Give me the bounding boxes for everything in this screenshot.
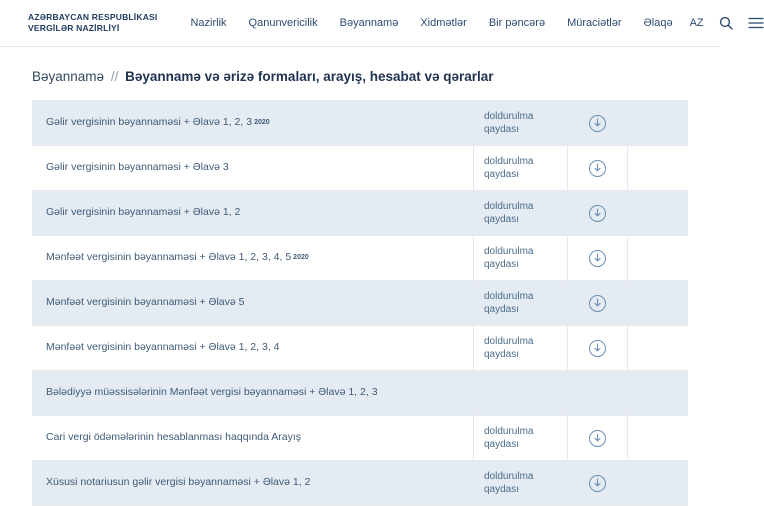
table-row[interactable]	[32, 191, 688, 236]
header-actions	[684, 15, 764, 31]
fill-rule-cell[interactable]: doldurulma qaydası	[474, 101, 568, 145]
fill-rule-cell[interactable]: doldurulma qaydası	[474, 191, 568, 235]
form-name-cell[interactable]	[32, 461, 474, 505]
brand-line-1: AZƏRBAYCAN RESPUBLİKASI	[28, 11, 158, 22]
fill-rule-cell[interactable]: doldurulma qaydası	[474, 236, 568, 280]
form-name-label: Mənfəət vergisinin bəyannaməsi + Əlavə 5	[46, 296, 245, 309]
fill-rule-cell[interactable]: doldurulma qaydası	[474, 281, 568, 325]
download-cell[interactable]	[568, 416, 628, 460]
table-row[interactable]	[32, 416, 688, 461]
form-name-cell[interactable]	[32, 236, 474, 280]
form-name-cell[interactable]	[32, 371, 474, 415]
table-row[interactable]	[32, 326, 688, 371]
spacer-cell	[628, 191, 688, 235]
nav-item-beyanname[interactable]: Bəyannamə	[339, 17, 399, 29]
spacer-cell	[628, 236, 688, 280]
table-row[interactable]	[32, 281, 688, 326]
form-name-cell[interactable]	[32, 281, 474, 325]
form-name-label: Mənfəət vergisinin bəyannaməsi + Əlavə 1, 2, 3, 4	[46, 341, 280, 354]
main-navigation	[179, 17, 683, 29]
download-cell[interactable]	[568, 461, 628, 505]
spacer-cell	[628, 326, 688, 370]
nav-item-bir-pencere[interactable]: Bir pəncərə	[488, 17, 546, 29]
site-brand[interactable]	[28, 12, 157, 35]
form-year-sup: 2020	[293, 254, 309, 262]
download-icon[interactable]	[589, 295, 606, 312]
form-name-label: Gəlir vergisinin bəyannaməsi + Əlavə 1, 2, 3	[46, 116, 253, 129]
spacer-cell	[628, 461, 688, 505]
nav-item-elaqe[interactable]: Əlaqə	[643, 17, 673, 29]
download-cell[interactable]	[568, 191, 628, 235]
download-icon[interactable]	[589, 430, 606, 447]
download-cell[interactable]	[568, 146, 628, 190]
nav-item-xidmetler[interactable]: Xidmətlər	[420, 17, 467, 29]
language-switcher[interactable]: AZ	[689, 17, 704, 29]
form-name-cell[interactable]	[32, 191, 474, 235]
form-name-label: Bələdiyyə müəssisələrinin Mənfəət vergisi bəyannaməsi + Əlavə 1, 2, 3	[46, 386, 378, 399]
form-name-cell[interactable]	[32, 326, 474, 370]
fill-rule-cell[interactable]: doldurulma qaydası	[474, 326, 568, 370]
download-cell[interactable]	[568, 236, 628, 280]
fill-rule-cell[interactable]: doldurulma qaydası	[474, 416, 568, 460]
table-row[interactable]	[32, 236, 688, 281]
download-icon[interactable]	[589, 115, 606, 132]
search-icon[interactable]	[718, 15, 734, 31]
form-name-cell[interactable]	[32, 101, 474, 145]
download-icon[interactable]	[589, 205, 606, 222]
form-name-label: Gəlir vergisinin bəyannaməsi + Əlavə 1, 2	[46, 206, 241, 219]
spacer-cell	[628, 371, 688, 415]
nav-item-nazirlik[interactable]: Nazirlik	[190, 17, 227, 29]
fill-rule-cell	[474, 371, 568, 415]
download-cell[interactable]	[568, 281, 628, 325]
fill-rule-cell[interactable]: doldurulma qaydası	[474, 461, 568, 505]
forms-table	[32, 100, 688, 506]
form-year-sup: 2020	[254, 119, 270, 127]
site-header	[0, 0, 720, 47]
form-name-label: Xüsusi notariusun gəlir vergisi bəyannaməsi + Əlavə 1, 2	[46, 476, 311, 489]
download-icon[interactable]	[589, 475, 606, 492]
breadcrumb-separator: //	[110, 69, 119, 84]
form-name-cell[interactable]	[32, 416, 474, 460]
download-icon[interactable]	[589, 250, 606, 267]
table-row[interactable]	[32, 461, 688, 506]
brand-line-2: VERGİLƏR NAZİRLİYİ	[28, 23, 120, 33]
form-name-label: Gəlir vergisinin bəyannaməsi + Əlavə 3	[46, 161, 229, 174]
page-title: Bəyannamə və ərizə formaları, arayış, hesabat və qərarlar	[125, 69, 494, 84]
hamburger-menu-icon[interactable]	[748, 15, 764, 31]
table-row[interactable]	[32, 101, 688, 146]
table-row[interactable]	[32, 371, 688, 416]
breadcrumb	[0, 47, 720, 100]
nav-item-muracietler[interactable]: Müraciətlər	[567, 17, 622, 29]
download-icon[interactable]	[589, 160, 606, 177]
download-icon[interactable]	[589, 340, 606, 357]
spacer-cell	[628, 101, 688, 145]
fill-rule-cell[interactable]: doldurulma qaydası	[474, 146, 568, 190]
download-cell[interactable]	[568, 101, 628, 145]
download-cell[interactable]	[568, 326, 628, 370]
form-name-label: Cari vergi ödəmələrinin hesablanması haqqında Arayış	[46, 431, 302, 444]
form-name-label: Mənfəət vergisinin bəyannaməsi + Əlavə 1, 2, 3, 4, 5	[46, 251, 292, 264]
form-name-cell[interactable]	[32, 146, 474, 190]
spacer-cell	[628, 146, 688, 190]
spacer-cell	[628, 281, 688, 325]
download-cell	[568, 371, 628, 415]
table-row[interactable]	[32, 146, 688, 191]
spacer-cell	[628, 416, 688, 460]
breadcrumb-parent[interactable]: Bəyannamə	[32, 69, 105, 84]
nav-item-qanunvericilik[interactable]: Qanunvericilik	[248, 17, 318, 29]
